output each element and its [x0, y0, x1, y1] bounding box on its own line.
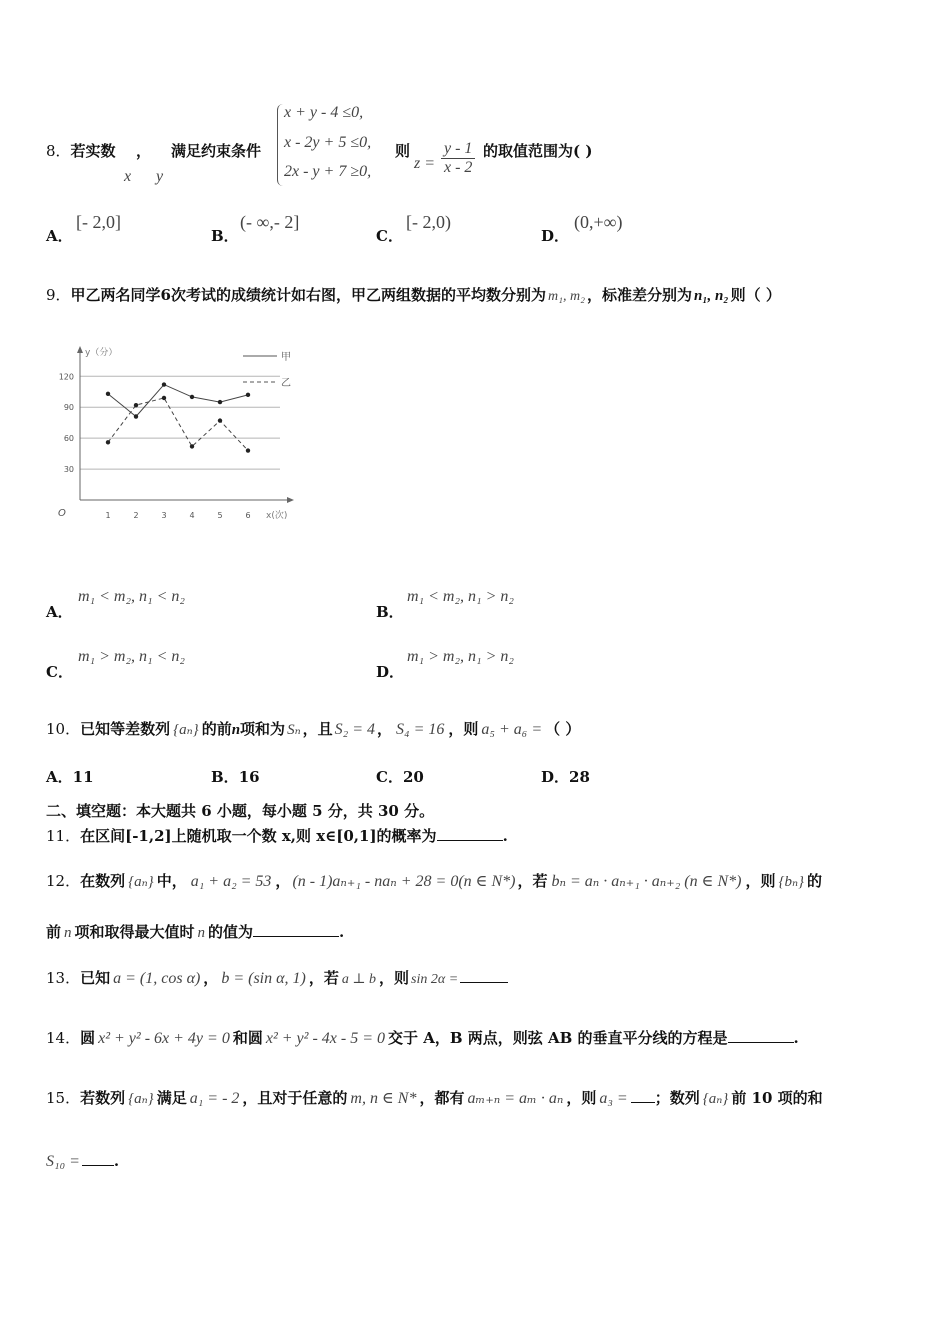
x-tick-label: 2	[133, 511, 139, 520]
q8-constraint-1: x + y - 4 ≤0,	[284, 104, 364, 121]
q10-option-c-label: C．	[376, 768, 403, 786]
q9-option-b-value: m₁ < m₂, n₁ > n₂	[407, 588, 514, 605]
y-tick-label: 30	[63, 465, 74, 475]
q10-text-5: ，则	[448, 720, 479, 738]
q13-line	[46, 967, 508, 988]
q12-line	[46, 870, 822, 891]
q14-text-3: 交于 A，B 两点，则弦 AB 的垂直平分线的方程是	[388, 1029, 728, 1047]
q14-line	[46, 1027, 799, 1048]
q8-text-4: 的取值范围为( )	[483, 142, 593, 160]
q11-end: .	[502, 827, 508, 845]
data-point-甲-4	[190, 395, 194, 399]
q11-number: 11．	[46, 827, 81, 845]
q10-sep: ，	[377, 720, 393, 738]
origin-label: O	[58, 508, 66, 519]
q10-text-4: ，且	[302, 720, 333, 738]
data-point-甲-1	[106, 392, 110, 396]
q10-text-2: 的前	[201, 720, 232, 738]
y-tick-label: 90	[63, 403, 74, 413]
q10-option-b	[211, 766, 260, 787]
q12-line2-a: 前	[46, 923, 62, 941]
q14-text-2: 和圆	[232, 1029, 263, 1047]
q10-option-a	[46, 766, 94, 787]
q8-fraction	[441, 140, 475, 177]
q10-option-d-label: D．	[541, 768, 570, 786]
data-point-甲-6	[246, 393, 250, 397]
q15-text-3: ，且对于任意的	[242, 1089, 348, 1107]
q15-text-4: ，都有	[419, 1089, 465, 1107]
q12-sep: ，	[275, 872, 291, 890]
q8-option-b-value: (- ∞,- 2]	[240, 212, 300, 232]
q8-z: z =	[414, 155, 436, 172]
q14-answer-blank[interactable]	[728, 1042, 794, 1043]
q10-option-c	[376, 766, 424, 787]
q8-number: 8．	[46, 142, 71, 160]
q8-text-1: 若实数	[70, 142, 116, 160]
q12-text-2: 中，	[156, 872, 187, 890]
q12-seq: {aₙ}	[128, 874, 154, 890]
q10-line	[46, 718, 580, 739]
q13-sep: ，	[203, 969, 219, 987]
q8-constraint-brace	[277, 104, 284, 186]
q12-n-2: n	[197, 925, 206, 941]
y-tick-label: 120	[58, 372, 74, 382]
q15-line-2	[46, 1152, 119, 1171]
q9-line	[46, 284, 781, 305]
q11-text: 在区间[-1,2]上随机取一个数 x,则 x∈[0,1]的概率为	[80, 827, 437, 845]
q8-option-a-label: A．	[46, 227, 73, 245]
data-point-乙-2	[134, 403, 138, 407]
q8-constraint-3: 2x - y + 7 ≥0,	[284, 163, 372, 180]
legend-label-甲: 甲	[281, 352, 291, 363]
data-point-乙-6	[246, 448, 250, 452]
section-heading: 二、填空题：本大题共 6 小题，每小题 5 分，共 30 分。	[46, 802, 435, 820]
x-axis-arrow	[287, 497, 294, 503]
q12-expr-3: bₙ = aₙ · aₙ₊₁ · aₙ₊₂ (n ∈ N*)	[551, 873, 742, 890]
series-line-甲	[108, 385, 248, 417]
q13-expr-4: sin 2α =	[411, 972, 459, 987]
q9-means: m₁, m₂	[548, 289, 585, 304]
q13-text-2: ，若	[308, 969, 339, 987]
q12-text-3: ，若	[517, 872, 548, 890]
q15-text-7: 前 10 项的和	[731, 1089, 823, 1107]
q10-sn: Sₙ	[287, 722, 301, 738]
data-point-乙-3	[162, 396, 166, 400]
data-point-甲-2	[134, 414, 138, 418]
q15-text-5: ，则	[566, 1089, 597, 1107]
q15-seq-1: {aₙ}	[128, 1091, 154, 1107]
q10-number: 10．	[46, 720, 81, 738]
q15-text-1: 若数列	[80, 1089, 126, 1107]
q10-option-b-value: 16	[238, 768, 260, 786]
q10-text-1: 已知等差数列	[80, 720, 171, 738]
q10-text-3: 项和为	[240, 720, 286, 738]
q8-option-c-label: C．	[376, 227, 403, 245]
q8-line	[46, 140, 116, 161]
q13-text-3: ，则	[379, 969, 410, 987]
q10-option-d-value: 28	[569, 768, 590, 786]
q13-answer-blank[interactable]	[460, 982, 508, 983]
q14-expr-2: x² + y² - 4x - 5 = 0	[265, 1030, 385, 1047]
q9-option-d-label: D．	[376, 663, 405, 681]
q10-option-b-label: B．	[211, 768, 239, 786]
q15-expr-3: aₘ₊ₙ = aₘ · aₙ	[467, 1090, 564, 1107]
x-tick-label: 3	[161, 511, 167, 520]
q8-var-y: y	[156, 168, 164, 185]
q12-answer-blank[interactable]	[253, 936, 339, 937]
q9-chart	[40, 338, 310, 528]
q13-expr-2: b = (sin α, 1)	[221, 970, 306, 987]
q9-option-a-value: m₁ < m₂, n₁ < n₂	[78, 588, 185, 605]
q14-number: 14．	[46, 1029, 81, 1047]
q15-expr-5: S₁₀ =	[46, 1153, 80, 1170]
data-point-乙-1	[106, 440, 110, 444]
q12-line-2	[46, 921, 344, 942]
q8-numerator: y - 1	[441, 140, 475, 159]
q8-option-d-value: (0,+∞)	[574, 212, 623, 232]
data-point-甲-5	[218, 400, 222, 404]
q10-cond-1: S₂ = 4	[334, 721, 376, 738]
x-tick-label: 6	[245, 511, 251, 520]
q12-text-4: ，则	[745, 872, 776, 890]
q14-text-1: 圆	[80, 1029, 96, 1047]
q9-option-a-label: A．	[46, 603, 73, 621]
q10-option-d	[541, 766, 590, 787]
q10-seq: {aₙ}	[173, 722, 199, 738]
q10-option-a-label: A．	[46, 768, 73, 786]
q9-sds: n₁, n₂	[693, 288, 729, 304]
q9-option-d-value: m₁ > m₂, n₁ > n₂	[407, 648, 514, 665]
q8-text-2: 满足约束条件	[171, 142, 262, 160]
q15-line	[46, 1087, 823, 1108]
q9-option-b-label: B．	[376, 603, 404, 621]
q10-option-a-value: 11	[72, 768, 94, 786]
q14-expr-1: x² + y² - 6x + 4y = 0	[98, 1030, 230, 1047]
x-axis-label: x(次)	[266, 511, 288, 521]
x-tick-label: 4	[189, 511, 195, 520]
q8-option-b-label: B．	[211, 227, 239, 245]
data-point-甲-3	[162, 382, 166, 386]
data-point-乙-4	[190, 444, 194, 448]
q12-expr-2: (n - 1)aₙ₊₁ - naₙ + 28 = 0(n ∈ N*)	[292, 873, 516, 890]
q13-expr-3: a ⊥ b	[341, 972, 377, 987]
legend-label-乙: 乙	[281, 378, 291, 389]
q9-text-2: ，标准差分别为	[586, 286, 692, 304]
y-axis-label: y（分）	[85, 348, 118, 358]
q15-expr-1: a₁ = - 2	[189, 1090, 240, 1107]
q13-text-1: 已知	[80, 969, 111, 987]
x-tick-label: 1	[105, 511, 111, 520]
q9-text-1: 甲乙两名同学6次考试的成绩统计如右图，甲乙两组数据的平均数分别为	[70, 286, 546, 304]
q10-option-c-value: 20	[402, 768, 424, 786]
q10-text-6: （ ）	[545, 720, 581, 738]
q14-end: .	[793, 1029, 799, 1047]
q12-seq-b: {bₙ}	[778, 874, 805, 890]
q12-end: .	[339, 923, 345, 941]
q15-expr-2: m, n ∈ N*	[350, 1090, 417, 1107]
q8-text-3: 则	[395, 142, 411, 160]
q12-text-1: 在数列	[80, 872, 126, 890]
series-line-乙	[108, 398, 248, 451]
q9-number: 9．	[46, 286, 71, 304]
q15-answer-blank-1[interactable]	[631, 1102, 655, 1103]
q11-answer-blank[interactable]	[437, 840, 503, 841]
q12-text-5: 的	[807, 872, 823, 890]
q10-n: n	[231, 722, 241, 738]
q15-seq-2: {aₙ}	[702, 1091, 729, 1107]
q13-number: 13．	[46, 969, 81, 987]
q8-sep: ，	[136, 142, 152, 160]
x-tick-label: 5	[217, 511, 223, 520]
q12-expr-1: a₁ + a₂ = 53	[190, 873, 272, 890]
q12-line2-b: 项和取得最大值时	[74, 923, 195, 941]
q15-number: 15．	[46, 1089, 81, 1107]
q12-line2-c: 的值为	[208, 923, 254, 941]
q12-n-1: n	[64, 925, 72, 941]
q15-end: .	[113, 1152, 120, 1170]
q9-option-c-label: C．	[46, 663, 73, 681]
q8-option-c-value: [- 2,0)	[406, 212, 451, 232]
y-axis-arrow	[77, 346, 83, 353]
q13-expr-1: a = (1, cos α)	[113, 970, 201, 987]
q10-cond-2: S₄ = 16	[396, 721, 445, 738]
q9-text-3: 则（ ）	[730, 286, 781, 304]
y-tick-label: 60	[63, 434, 74, 444]
q9-option-c-value: m₁ > m₂, n₁ < n₂	[78, 648, 185, 665]
data-point-乙-5	[218, 418, 222, 422]
q8-option-a-value: [- 2,0]	[76, 212, 121, 232]
q8-var-x: x	[124, 168, 132, 185]
q12-number: 12．	[46, 872, 81, 890]
q8-denominator: x - 2	[444, 159, 473, 176]
q11-line	[46, 825, 508, 846]
q10-expr: a₅ + a₆ =	[481, 721, 543, 738]
q15-text-2: 满足	[156, 1089, 187, 1107]
q8-constraint-2: x - 2y + 5 ≤0,	[284, 134, 372, 151]
q8-option-d-label: D．	[541, 227, 570, 245]
q15-answer-blank-2[interactable]	[82, 1165, 114, 1166]
q15-text-6: ；数列	[654, 1089, 700, 1107]
q15-expr-4: a₃ =	[599, 1090, 628, 1107]
